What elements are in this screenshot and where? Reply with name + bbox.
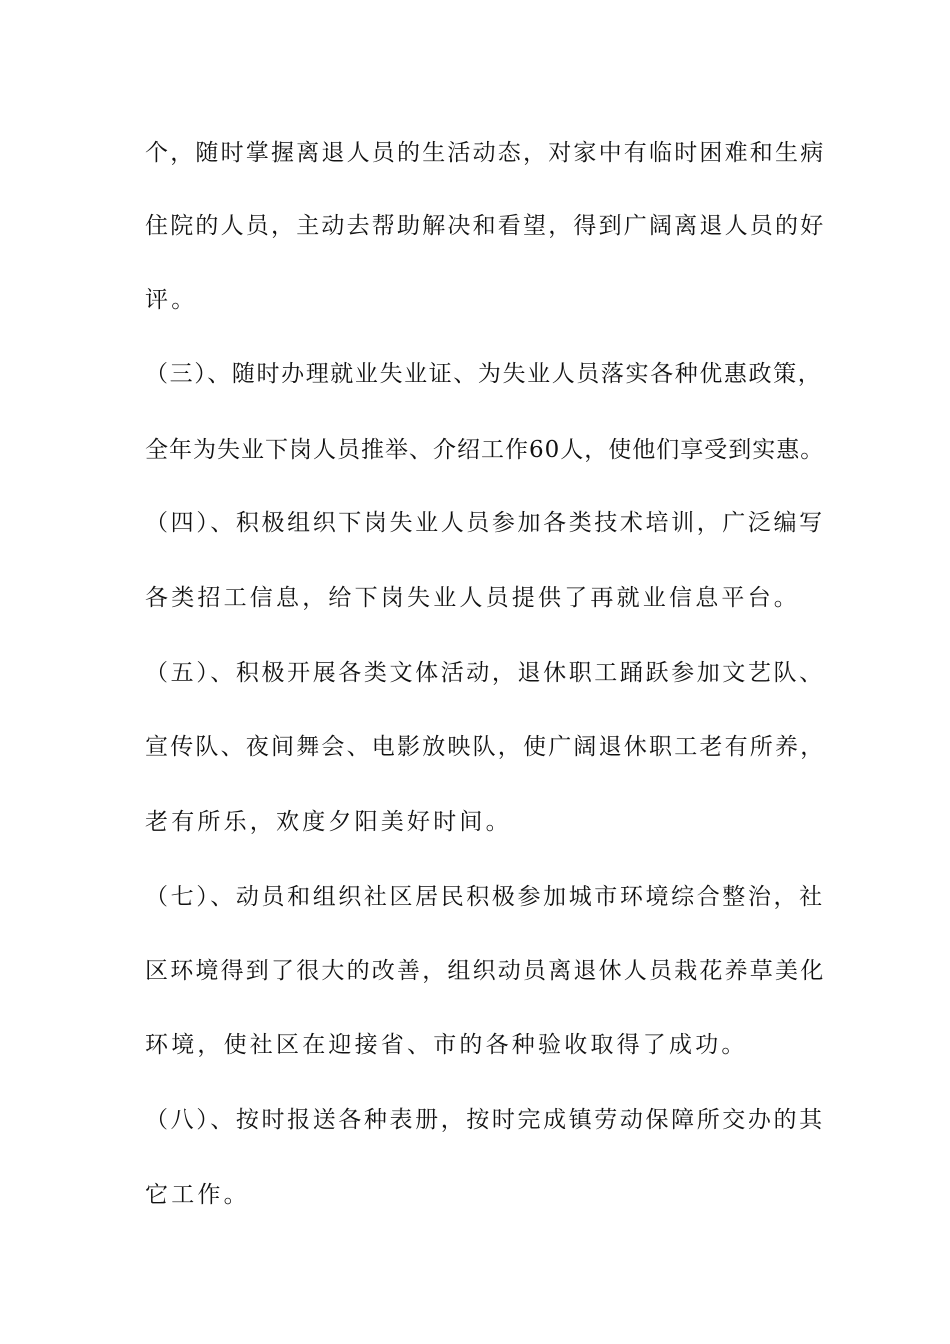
text-line: 评。 — [145, 287, 198, 313]
text-line: 住院的人员，主动去帮助解决和看望，得到广阔离退人员的好 — [145, 213, 826, 239]
text-line: 全年为失业下岗人员推举、介绍工作60人，使他们享受到实惠。 — [145, 437, 825, 463]
text-line: （八）、按时报送各种表册，按时完成镇劳动保障所交办的其 — [145, 1107, 825, 1133]
text-line: 各类招工信息，给下岗失业人员提供了再就业信息平台。 — [145, 585, 800, 611]
text-line: 老有所乐，欢度夕阳美好时间。 — [145, 809, 512, 835]
text-line: 区环境得到了很大的改善，组织动员离退休人员栽花养草美化 — [145, 958, 826, 984]
text-line: （四）、积极组织下岗失业人员参加各类技术培训，广泛编写 — [145, 510, 825, 536]
text-line: 宣传队、夜间舞会、电影放映队，使广阔退休职工老有所养， — [145, 734, 826, 760]
text-line: （五）、积极开展各类文体活动，退休职工踊跃参加文艺队、 — [145, 660, 825, 686]
text-line: 环境，使社区在迎接省、市的各种验收取得了成功。 — [145, 1032, 748, 1058]
text-line: （七）、动员和组织社区居民积极参加城市环境综合整治，社 — [145, 884, 825, 910]
text-line: 它工作。 — [145, 1182, 250, 1208]
text-line: 个，随时掌握离退人员的生活动态，对家中有临时困难和生病 — [145, 140, 826, 166]
text-line: （三）、随时办理就业失业证、为失业人员落实各种优惠政策， — [145, 361, 823, 387]
